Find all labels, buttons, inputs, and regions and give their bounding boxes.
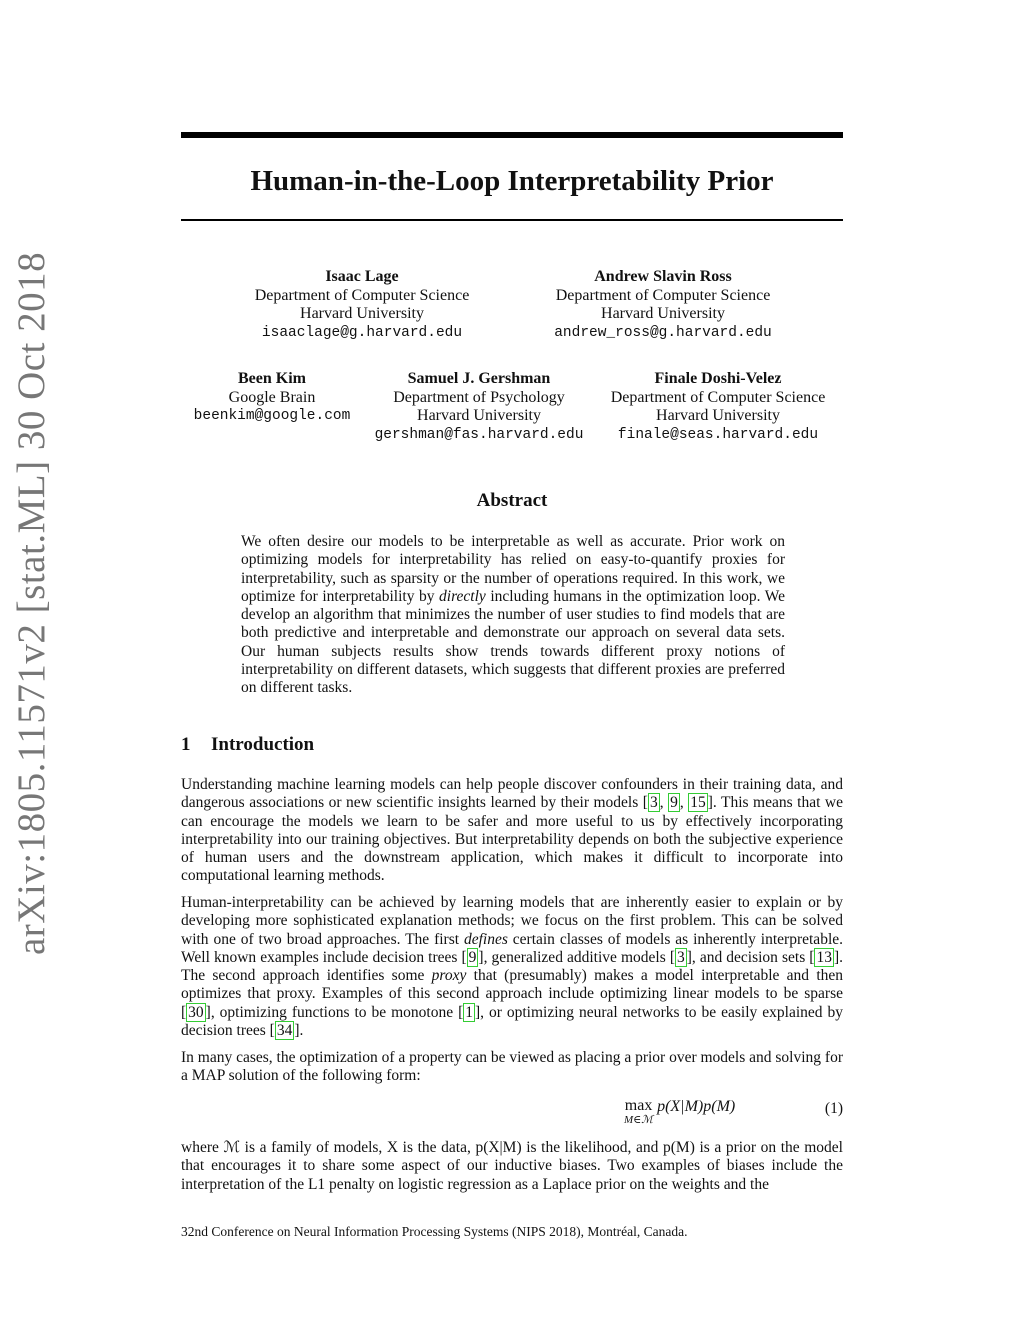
citation-link[interactable]: 3 — [649, 794, 658, 812]
abstract-text: We often desire our models to be interpretable as well as accurate. Prior work on optimizing models for interpretability has relied on easy-to-quantify proxies for interpretability, such as sparsity or the number of operations required. In this work, we optimize for interpretability by directly including humans in the optimization loop. We develop an algorithm that minimizes the number of user studies to find models that are both predictive and interpretable and demonstrate our approach on several data sets. Our human subjects results show trends towards different proxy notions of interpretability on different datasets, which suggests that different proxies are preferred on different tasks. — [241, 533, 786, 697]
citation-link[interactable]: 34 — [276, 1022, 293, 1040]
author-block-lage — [255, 268, 470, 342]
author-email[interactable]: gershman@fas.harvard.edu — [374, 426, 584, 443]
author-name: Been Kim — [237, 370, 306, 387]
author-institution: Harvard University — [656, 407, 780, 424]
paper-title: Human-in-the-Loop Interpretability Prior — [250, 165, 774, 197]
author-affiliation: Department of Computer Science — [610, 388, 826, 406]
abstract-heading: Abstract — [476, 490, 548, 511]
author-affiliation: Department of Computer Science — [254, 286, 470, 304]
section-number: 1 — [181, 734, 191, 755]
title-top-rule — [181, 132, 843, 138]
author-name: Samuel J. Gershman — [407, 370, 551, 387]
citation-link[interactable]: 9 — [468, 948, 477, 966]
citation-link[interactable]: 9 — [670, 794, 678, 812]
equation-1 — [181, 1098, 843, 1134]
author-email[interactable]: beenkim@google.com — [193, 408, 351, 424]
equation-number: (1) — [824, 1100, 843, 1117]
citation-link[interactable]: 3 — [676, 948, 685, 966]
author-name: Andrew Slavin Ross — [594, 268, 732, 285]
author-email[interactable]: isaaclage@g.harvard.edu — [261, 324, 463, 341]
citation-link[interactable]: 1 — [465, 1003, 473, 1021]
author-email[interactable]: finale@seas.harvard.edu — [617, 426, 819, 443]
author-block-doshi-velez — [611, 370, 826, 444]
title-bottom-rule — [181, 219, 843, 221]
intro-paragraph-4: where ℳ is a family of models, X is the data, p(X|M) is the likelihood, and p(M) is a prior on the model that encourages it to share some aspect of our inductive biases. Two examples of biases include the interpretation of the L1 penalty on logistic regression as a Laplace prior on the weights and the — [181, 1139, 843, 1193]
intro-paragraph-3: In many cases, the optimization of a property can be viewed as placing a prior over models and solving for a MAP solution of the following form: — [181, 1049, 843, 1085]
arxiv-identifier: arXiv:1805.11571v2 [stat.ML] 30 Oct 2018 — [10, 251, 53, 955]
citation-link[interactable]: 13 — [816, 948, 832, 966]
author-name: Isaac Lage — [325, 268, 399, 285]
intro-paragraph-2: Human-interpretability can be achieved by learning models that are inherently easier to explain or by developing more sophisticated explanation methods; we focus on the first problem. This can be solved with one of two broad approaches. The first defines certain classes of models as inherently interpretable. Well known examples include decision trees [ 9 ], generalized additive models [ 3 ], and decision sets [ 13 ]. The second approach identifies some proxy that (presumably) makes a model interpretable and then optimizes that proxy. Examples of this second approach include optimizing linear models to be sparse [ 30 ], optimizing functions to be monotone [ 1 ], or optimizing neural networks to be easily explained by decision trees [ 34 ]. — [181, 894, 844, 1040]
author-institution: Harvard University — [300, 305, 424, 322]
conference-footnote: 32nd Conference on Neural Information Processing Systems (NIPS 2018), Montréal, Canada. — [181, 1224, 688, 1239]
author-institution: Harvard University — [601, 305, 725, 322]
author-block-kim — [194, 370, 351, 426]
author-affiliation: Google Brain — [228, 388, 316, 406]
author-institution: Harvard University — [417, 407, 541, 424]
section-title: Introduction — [211, 734, 315, 755]
author-block-gershman — [375, 370, 584, 444]
citation-link[interactable]: 30 — [188, 1003, 204, 1021]
author-block-ross — [554, 268, 772, 342]
author-affiliation: Department of Computer Science — [555, 286, 771, 304]
author-email[interactable]: andrew_ross@g.harvard.edu — [554, 324, 772, 341]
citation-link[interactable]: 15 — [690, 794, 706, 812]
intro-paragraph-1: Understanding machine learning models can help people discover confounders in their training data, and dangerous associations or new scientific insights learned by their models [ 3 , 9 , 15 ]. This means that we can encourage the models we learn to be safer and more useful to us by effectively incorporating interpretability into our training objectives. But interpretability depends on both the subjective experience of human users and the downstream application, which makes it difficult to incorporate into computational learning methods. — [181, 776, 843, 885]
author-affiliation: Department of Psychology — [393, 388, 565, 406]
author-name: Finale Doshi-Velez — [654, 370, 782, 387]
section-heading-introduction — [181, 734, 314, 756]
equation-formula: max M∈ℳ p(X|M)p(M) — [624, 1097, 736, 1126]
